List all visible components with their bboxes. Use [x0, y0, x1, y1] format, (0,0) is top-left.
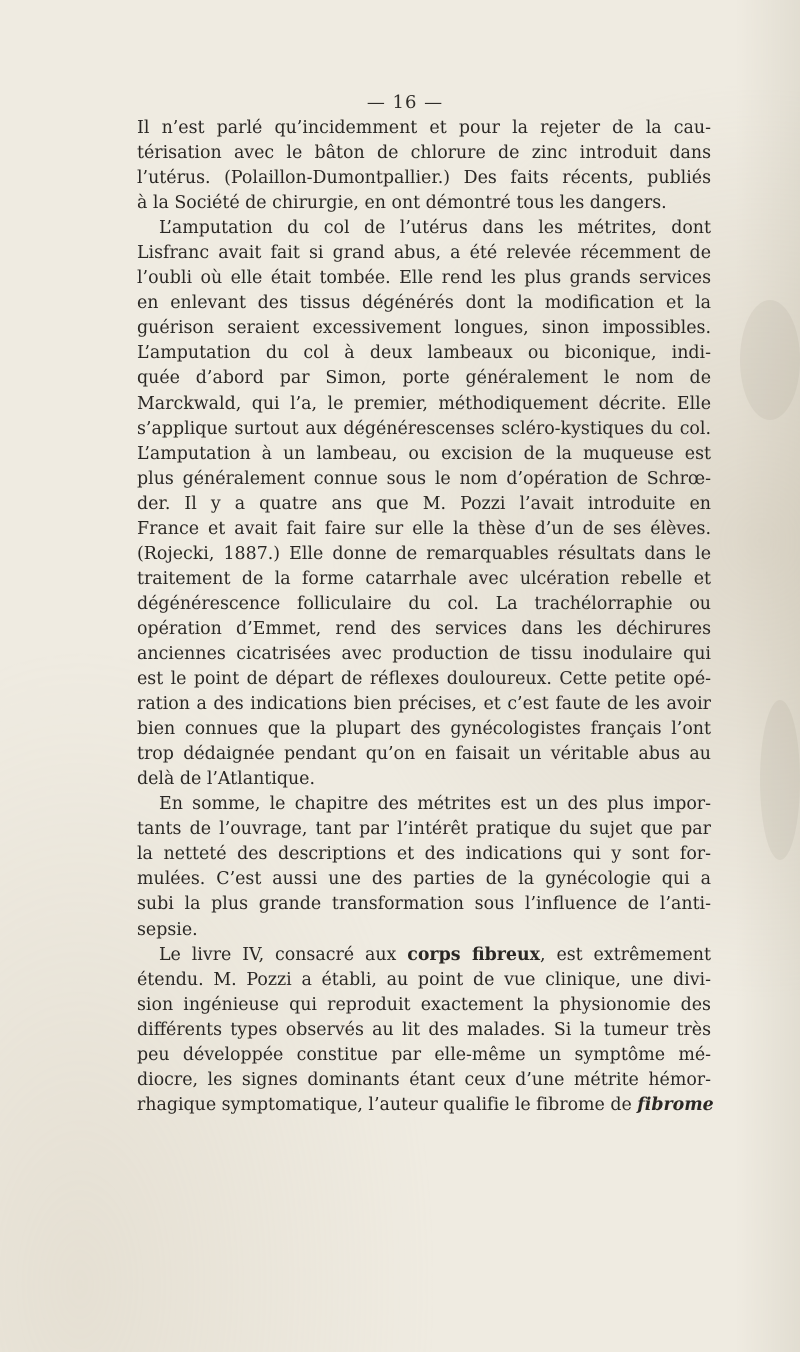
paper-stain	[740, 300, 800, 420]
page-number: — 16 —	[366, 92, 444, 113]
text-line: étendu. M. Pozzi a établi, au point de vue clinique, une divi-	[137, 969, 711, 990]
text-line: l’oubli où elle était tombée. Elle rend les plus grands services	[137, 268, 711, 289]
text-line: L’amputation du col de l’utérus dans les métrites, dont	[159, 218, 711, 239]
text-line: France et avait fait faire sur elle la thèse d’un de ses élèves.	[137, 518, 711, 539]
text-line: la netteté des descriptions et des indications qui y sont for-	[137, 844, 711, 865]
text-line: L’amputation à un lambeau, ou excision de la muqueuse est	[137, 443, 711, 464]
text-line: diocre, les signes dominants étant ceux d’une métrite hémor-	[137, 1069, 711, 1090]
text-line: En somme, le chapitre des métrites est un des plus impor-	[159, 794, 711, 815]
text-line: Il n’est parlé qu’incidemment et pour la rejeter de la cau-	[137, 118, 711, 138]
text-line: est le point de départ de réflexes douloureux. Cette petite opé-	[137, 669, 711, 690]
text-line: sepsie.	[137, 919, 198, 940]
text-line: bien connues que la plupart des gynécologistes français l’ont	[137, 719, 711, 740]
text-line: différents types observés au lit des malades. Si la tumeur très	[137, 1019, 711, 1040]
italic-term: fibrome	[637, 1094, 714, 1115]
text-line: anciennes cicatrisées avec production de tissu inodulaire qui	[137, 643, 711, 664]
text-line: Lisfranc avait fait si grand abus, a été relevée récemment de	[137, 243, 711, 264]
text-line: plus généralement connue sous le nom d’opération de Schrœ-	[137, 468, 711, 489]
text-segment: Le livre IV, consacré aux	[159, 944, 408, 965]
text-line: trop dédaignée pendant qu’on en faisait un véritable abus au	[137, 744, 711, 765]
body-text	[137, 116, 714, 1118]
text-line: guérison seraient excessivement longues, sinon impossibles.	[137, 318, 711, 339]
text-line: tants de l’ouvrage, tant par l’intérêt pratique du sujet que par	[137, 819, 711, 840]
text-line: (Rojecki, 1887.) Elle donne de remarquables résultats dans le	[137, 543, 711, 564]
text-line: opération d’Emmet, rend des services dans les déchirures	[137, 618, 711, 639]
text-segment: rhagique symptomatique, l’auteur qualifie le fibrome de	[137, 1094, 638, 1115]
text-line: der. Il y a quatre ans que M. Pozzi l’avait introduite en	[137, 493, 711, 514]
text-line: à la Société de chirurgie, en ont démontré tous les dangers.	[137, 193, 667, 214]
text-line: s’applique surtout aux dégénérescenses scléro-kystiques du col.	[137, 418, 711, 439]
text-line: en enlevant des tissus dégénérés dont la modification et la	[137, 293, 711, 314]
text-line: l’utérus. (Polaillon-Dumontpallier.) Des faits récents, publiés	[137, 168, 711, 189]
text-line	[137, 1093, 714, 1118]
text-line: subi la plus grande transformation sous l’influence de l’anti-	[137, 894, 711, 915]
text-line: dégénérescence folliculaire du col. La trachélorraphie ou	[137, 593, 711, 614]
bold-term: corps fibreux	[407, 944, 541, 965]
text-line: L’amputation du col à deux lambeaux ou biconique, indi-	[137, 343, 711, 364]
text-line: sion ingénieuse qui reproduit exactement la physionomie des	[137, 994, 711, 1015]
text-line: Marckwald, qui l’a, le premier, méthodiquement décrite. Elle	[137, 393, 711, 414]
text-line: ration a des indications bien précises, et c’est faute de les avoir	[137, 694, 711, 715]
text-line: peu développée constitue par elle-même un symptôme mé-	[137, 1044, 711, 1065]
text-line: quée d’abord par Simon, porte généralement le nom de	[137, 368, 711, 389]
paper-stain	[760, 700, 800, 860]
text-line: térisation avec le bâton de chlorure de zinc introduit dans	[137, 143, 711, 164]
text-segment: , est extrêmement	[540, 944, 711, 965]
text-line: mulées. C’est aussi une des parties de la gynécologie qui a	[137, 869, 711, 890]
text-line	[137, 943, 711, 968]
text-line: delà de l’Atlantique.	[137, 769, 315, 790]
text-line: traitement de la forme catarrhale avec ulcération rebelle et	[137, 568, 711, 589]
